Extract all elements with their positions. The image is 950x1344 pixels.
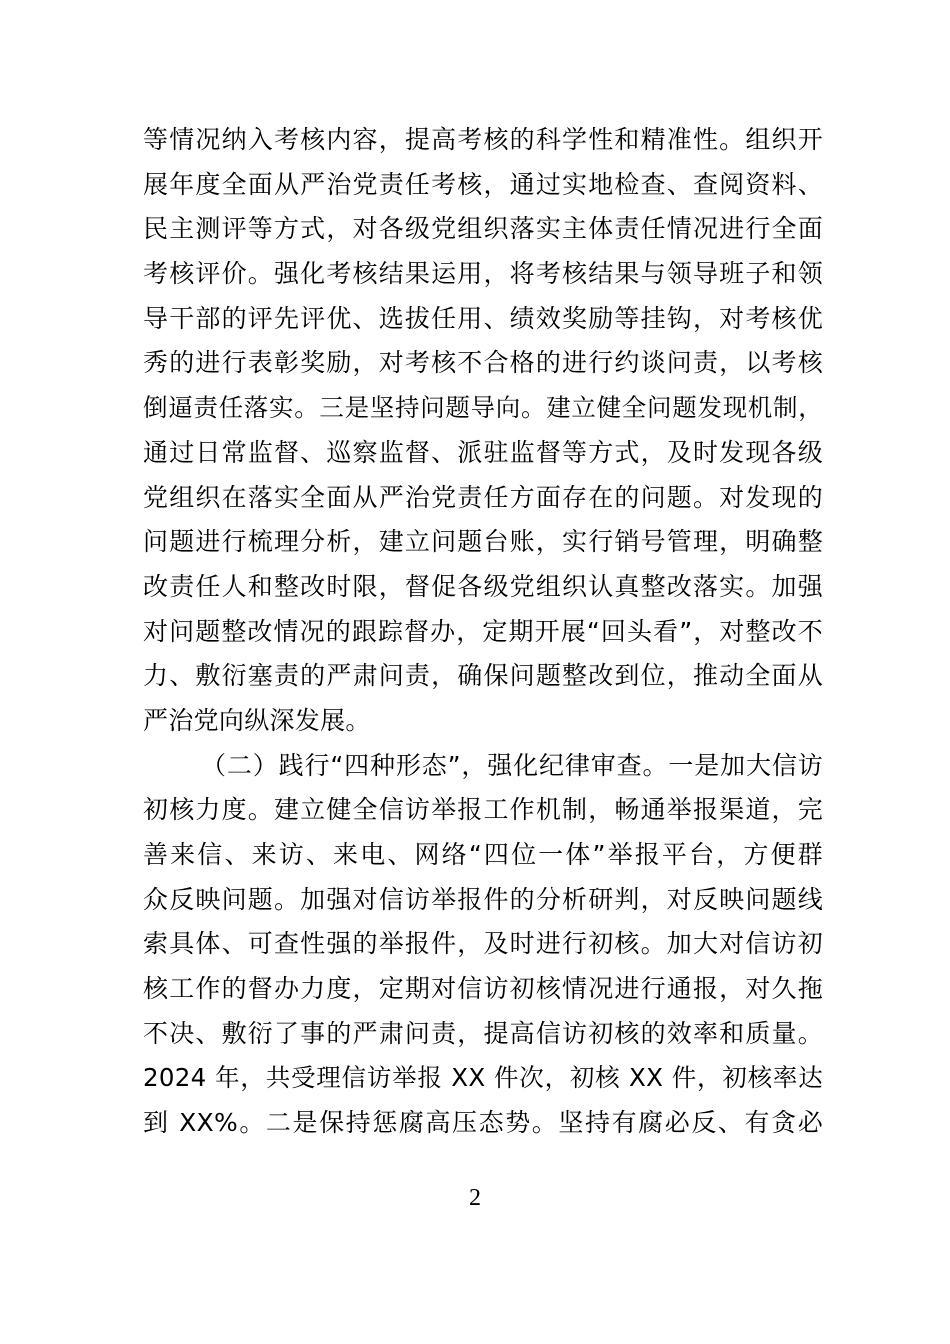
text-line: 善来信、来访、来电、网络“四位一体”举报平台，方便群 <box>143 840 823 869</box>
section-heading-line: （二）践行“四种形态”，强化纪律审查。一是加大信访 <box>201 750 823 780</box>
text-line: 通过日常监督、巡察监督、派驻监督等方式，及时发现各级 <box>143 437 823 467</box>
body-text <box>143 118 823 1146</box>
text-line: 考核评价。强化考核结果运用，将考核结果与领导班子和领 <box>143 259 823 289</box>
text-line: 核工作的督办力度，定期对信访初核情况进行通报，对久拖 <box>143 974 823 1004</box>
text-line: 不决、敷衍了事的严肃问责，提高信访初核的效率和质量。 <box>143 1018 823 1048</box>
text-line: 力、敷衍塞责的严肃问责，确保问题整改到位，推动全面从 <box>143 661 823 691</box>
text-line: 初核力度。建立健全信访举报工作机制，畅通举报渠道，完 <box>143 795 823 825</box>
text-line: 秀的进行表彰奖励，对考核不合格的进行约谈问责，以考核 <box>143 348 823 378</box>
text-line: 对问题整改情况的跟踪督办，定期开展“回头看”，对整改不 <box>143 616 823 646</box>
text-line: 改责任人和整改时限，督促各级党组织认真整改落实。加强 <box>143 571 823 601</box>
text-line: 问题进行梳理分析，建立问题台账，实行销号管理，明确整 <box>143 527 823 557</box>
text-line: 民主测评等方式，对各级党组织落实主体责任情况进行全面 <box>143 214 823 244</box>
text-line: 2024 年，共受理信访举报 XX 件次，初核 XX 件，初核率达 <box>143 1063 823 1093</box>
text-line: 导干部的评先评优、选拔任用、绩效奖励等挂钩，对考核优 <box>143 303 823 333</box>
text-line: 等情况纳入考核内容，提高考核的科学性和精准性。组织开 <box>143 125 823 154</box>
text-line: 到 XX%。二是保持惩腐高压态势。坚持有腐必反、有贪必 <box>143 1108 823 1138</box>
text-line: 倒逼责任落实。三是坚持问题导向。建立健全问题发现机制， <box>143 393 823 423</box>
text-line: 众反映问题。加强对信访举报件的分析研判，对反映问题线 <box>143 884 823 914</box>
page-number: 2 <box>469 1185 481 1211</box>
text-line: 索具体、可查性强的举报件，及时进行初核。加大对信访初 <box>143 929 823 959</box>
text-line: 展年度全面从严治党责任考核，通过实地检查、查阅资料、 <box>143 169 823 199</box>
text-line: 党组织在落实全面从严治党责任方面存在的问题。对发现的 <box>143 482 823 512</box>
paragraph-end-line: 严治党向纵深发展。 <box>143 705 371 735</box>
